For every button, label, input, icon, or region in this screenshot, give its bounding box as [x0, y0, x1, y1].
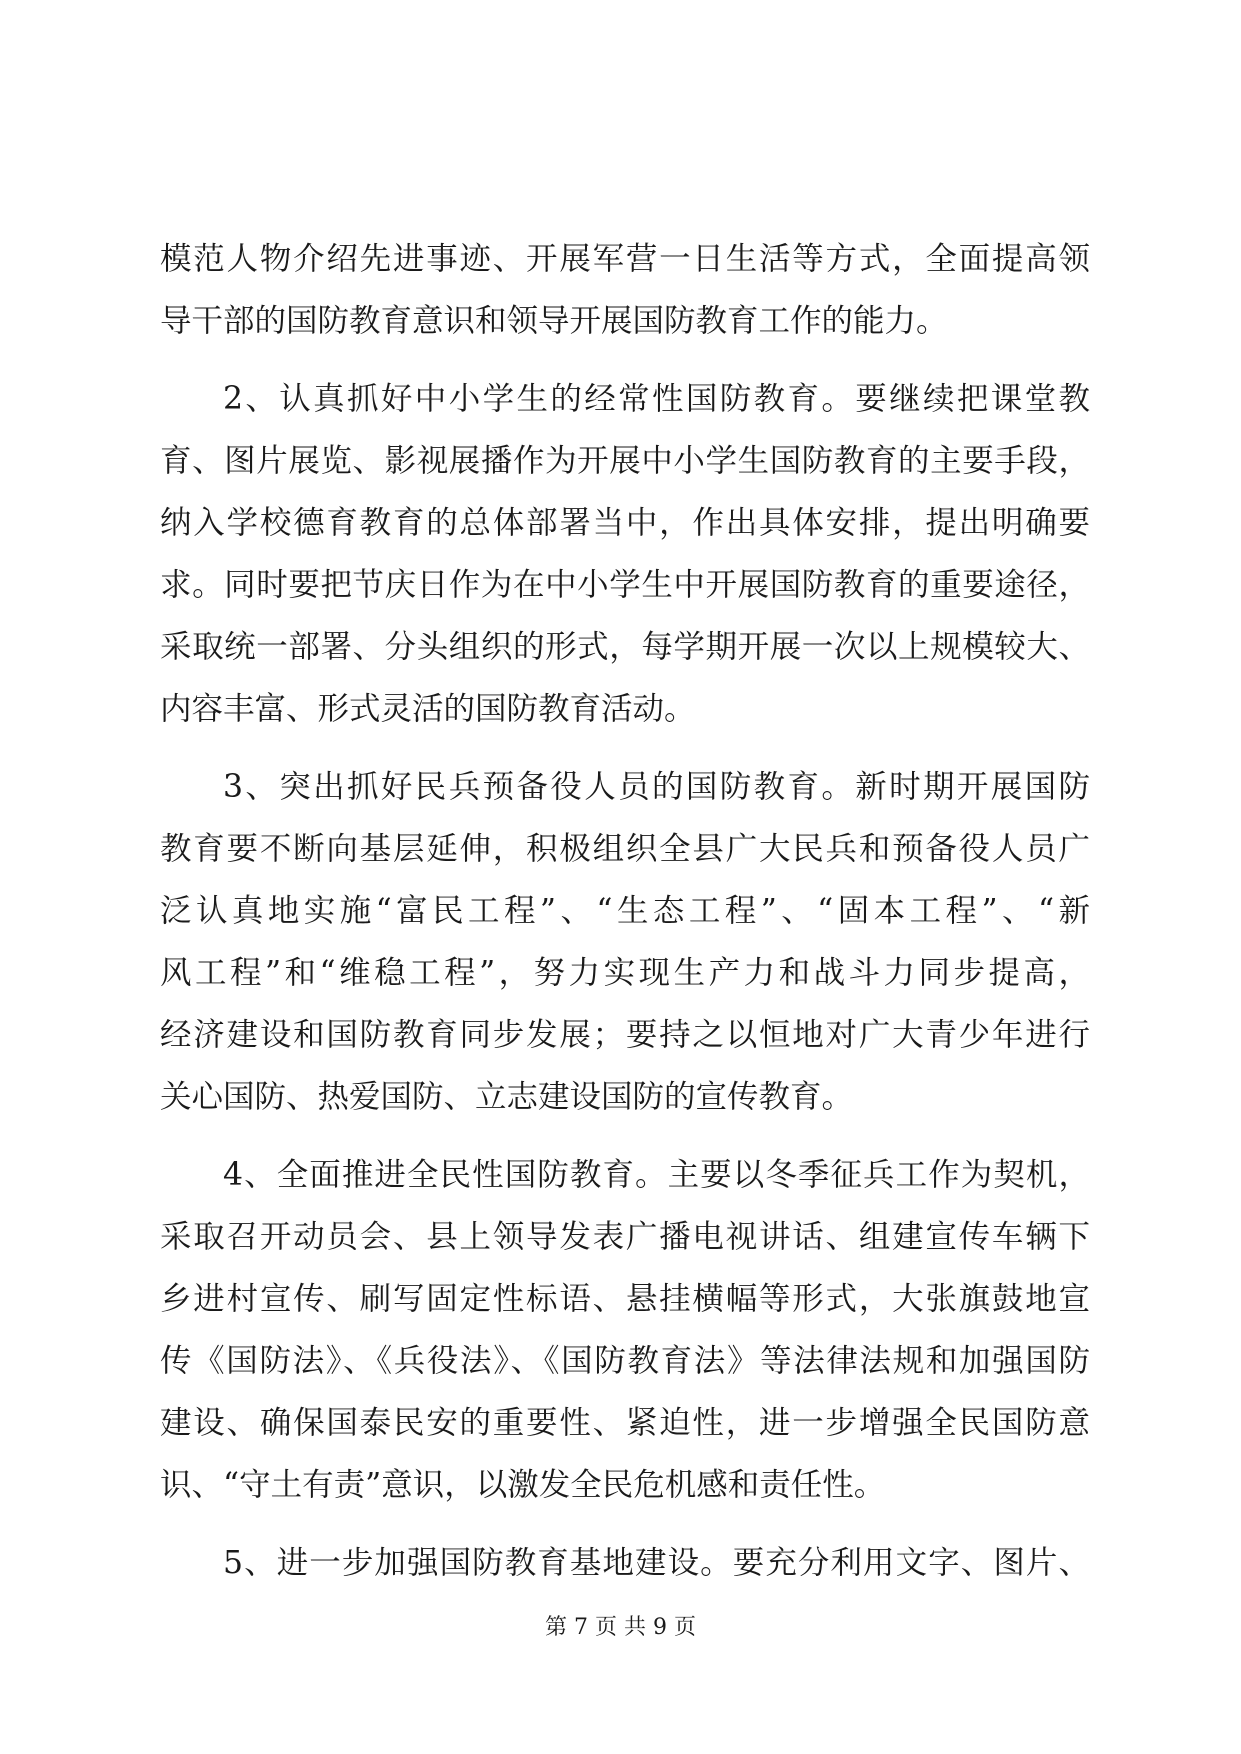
- text-line: 求。同时要把节庆日作为在中小学生中开展国防教育的重要途径，: [160, 567, 1090, 603]
- text-line: 识、“守土有责”意识，以激发全民危机感和责任性。: [160, 1467, 886, 1503]
- text-line: 教育要不断向基层延伸，积极组织全县广大民兵和预备役人员广: [160, 831, 1090, 867]
- paragraph-first-line: 2、认真抓好中小学生的经常性国防教育。要继续把课堂教: [223, 381, 1090, 417]
- page-number-footer: 第 7 页 共 9 页: [545, 1615, 696, 1640]
- text-line: 乡进村宣传、刷写固定性标语、悬挂横幅等形式，大张旗鼓地宣: [160, 1281, 1090, 1317]
- text-line: 导干部的国防教育意识和领导开展国防教育工作的能力。: [160, 303, 948, 339]
- text-line: 建设、确保国泰民安的重要性、紧迫性，进一步增强全民国防意: [160, 1405, 1090, 1441]
- text-line: 内容丰富、形式灵活的国防教育活动。: [160, 691, 696, 727]
- text-line: 采取统一部署、分头组织的形式，每学期开展一次以上规模较大、: [160, 629, 1090, 665]
- text-line: 传《国防法》、《兵役法》、《国防教育法》等法律法规和加强国防: [160, 1343, 1090, 1379]
- paragraph-first-line: 3、突出抓好民兵预备役人员的国防教育。新时期开展国防: [223, 769, 1090, 805]
- text-line: 纳入学校德育教育的总体部署当中，作出具体安排，提出明确要: [160, 505, 1090, 541]
- document-body: [160, 228, 1090, 1594]
- text-line: 采取召开动员会、县上领导发表广播电视讲话、组建宣传车辆下: [160, 1219, 1090, 1255]
- text-line: 模范人物介绍先进事迹、开展军营一日生活等方式，全面提高领: [160, 241, 1090, 277]
- text-line: 经济建设和国防教育同步发展；要持之以恒地对广大青少年进行: [160, 1017, 1090, 1053]
- text-line: 泛认真地实施“富民工程”、“生态工程”、“固本工程”、“新: [160, 893, 1090, 929]
- text-line: 风工程”和“维稳工程”，努力实现生产力和战斗力同步提高，: [160, 955, 1090, 991]
- text-line: 关心国防、热爱国防、立志建设国防的宣传教育。: [160, 1079, 854, 1115]
- text-line: 育、图片展览、影视展播作为开展中小学生国防教育的主要手段，: [160, 443, 1090, 479]
- paragraph-first-line: 4、全面推进全民性国防教育。主要以冬季征兵工作为契机，: [223, 1157, 1090, 1193]
- paragraph-first-line: 5、进一步加强国防教育基地建设。要充分利用文字、图片、: [223, 1545, 1090, 1581]
